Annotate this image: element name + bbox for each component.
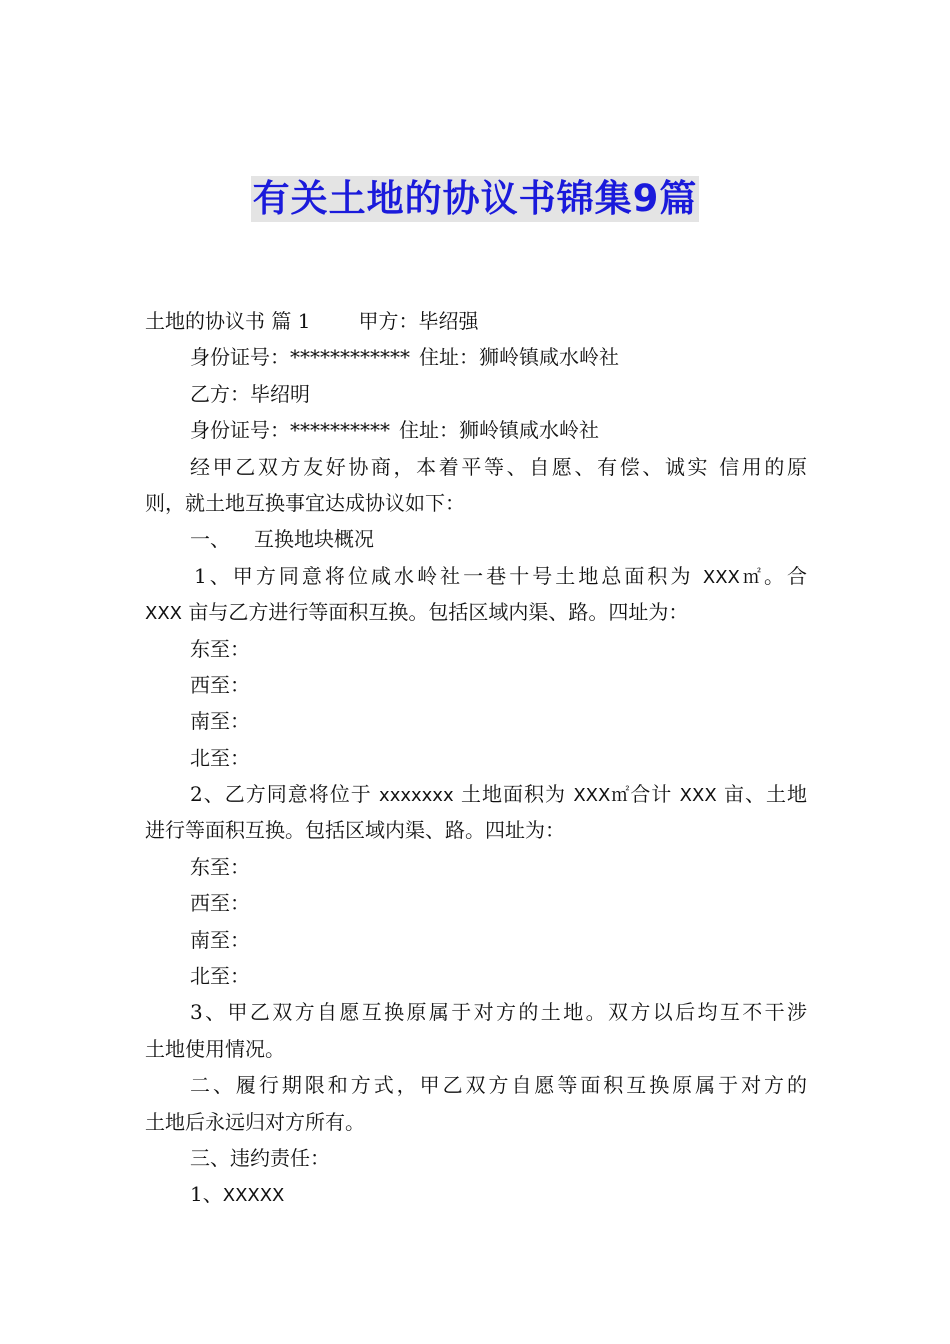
paragraph-line <box>145 558 807 594</box>
paragraph-line <box>145 594 807 630</box>
paragraph-text: 土地后永远归对方所有。 <box>145 1109 365 1134</box>
party-a: 甲方：毕绍强 <box>358 309 479 333</box>
area-value: XXX <box>679 785 717 807</box>
boundary-east: 东至： <box>190 854 250 879</box>
area-value: XXX <box>145 603 182 625</box>
item-text: XXXXX <box>222 1185 285 1207</box>
title-container <box>0 176 950 222</box>
paragraph-line <box>145 812 807 848</box>
boundary-south: 南至： <box>190 927 250 952</box>
boundary-north: 北至： <box>190 745 250 770</box>
paragraph-line <box>145 412 807 448</box>
paragraph-line <box>145 1176 807 1212</box>
paragraph-text: 经甲乙双方友好协商，本着平等、自愿、有偿、诚实 信用的原 <box>190 454 807 479</box>
document-title: 有关土地的协议书锦集9篇 <box>252 177 698 220</box>
paragraph-line <box>145 521 807 557</box>
paragraph-text: 土地面积为 <box>453 782 574 807</box>
paragraph-line <box>145 667 807 703</box>
boundary-south: 南至： <box>190 709 250 734</box>
section-heading: 互换地块概况 <box>254 527 374 552</box>
paragraph-line <box>145 958 807 994</box>
location-value: xxxxxxx <box>379 785 454 807</box>
paragraph-line <box>145 376 807 412</box>
paragraph-line <box>145 1031 807 1067</box>
paragraph-line <box>145 1104 807 1140</box>
paragraph-line <box>145 449 807 485</box>
document-body <box>145 303 807 1213</box>
paragraph-text: 土地使用情况。 <box>145 1036 285 1061</box>
party-b: 乙方：毕绍明 <box>190 381 310 406</box>
id-label: 身份证号： <box>190 418 290 443</box>
paragraph-text: 则，就土地互换事宜达成协议如下： <box>145 490 465 515</box>
paragraph-line <box>145 339 807 375</box>
boundary-west: 西至： <box>190 891 250 916</box>
paragraph-line <box>145 740 807 776</box>
id-label: 身份证号： <box>190 345 290 370</box>
paragraph-line <box>145 485 807 521</box>
paragraph-line <box>145 1067 807 1103</box>
paragraph-text: 3、甲乙双方自愿互换原属于对方的土地。双方以后均互不干涉 <box>190 1000 807 1025</box>
paragraph-text: 亩、土地 <box>716 782 808 807</box>
paragraph-text: 二、履行期限和方式，甲乙双方自愿等面积互换原属于对方的 <box>190 1073 807 1098</box>
paragraph-line <box>145 631 807 667</box>
paragraph-text: 2、乙方同意将位于 <box>190 782 380 807</box>
boundary-north: 北至： <box>190 964 250 989</box>
section-number: 一、 <box>190 527 230 552</box>
boundary-west: 西至： <box>190 672 250 697</box>
id-value: ********** <box>290 418 390 443</box>
address: 住址：狮岭镇咸水岭社 <box>419 345 619 370</box>
address: 住址：狮岭镇咸水岭社 <box>399 418 599 443</box>
item-number: 1、 <box>190 1182 223 1207</box>
paragraph-line <box>145 922 807 958</box>
area-value: XXX㎡ <box>573 785 631 807</box>
paragraph-text: 。合 <box>763 563 808 588</box>
paragraph-line <box>145 703 807 739</box>
paragraph-line <box>145 849 807 885</box>
section-heading: 土地的协议书 篇 1 <box>145 309 311 333</box>
id-value: ************ <box>290 345 410 370</box>
paragraph-text: 进行等面积互换。包括区域内渠、路。四址为： <box>145 818 565 843</box>
paragraph-line <box>145 994 807 1030</box>
paragraph-text: 合计 <box>630 782 680 807</box>
paragraph-text: 亩与乙方进行等面积互换。包括区域内渠、路。四址为： <box>182 600 689 625</box>
paragraph-text: 1、甲方同意将位咸水岭社一巷十号土地总面积为 <box>194 563 703 588</box>
paragraph-line <box>145 776 807 812</box>
paragraph-line <box>145 303 807 339</box>
paragraph-line <box>145 885 807 921</box>
section-heading: 三、违约责任： <box>190 1145 330 1170</box>
boundary-east: 东至： <box>190 636 250 661</box>
paragraph-line <box>145 1140 807 1176</box>
area-value: XXX㎡ <box>702 566 764 588</box>
